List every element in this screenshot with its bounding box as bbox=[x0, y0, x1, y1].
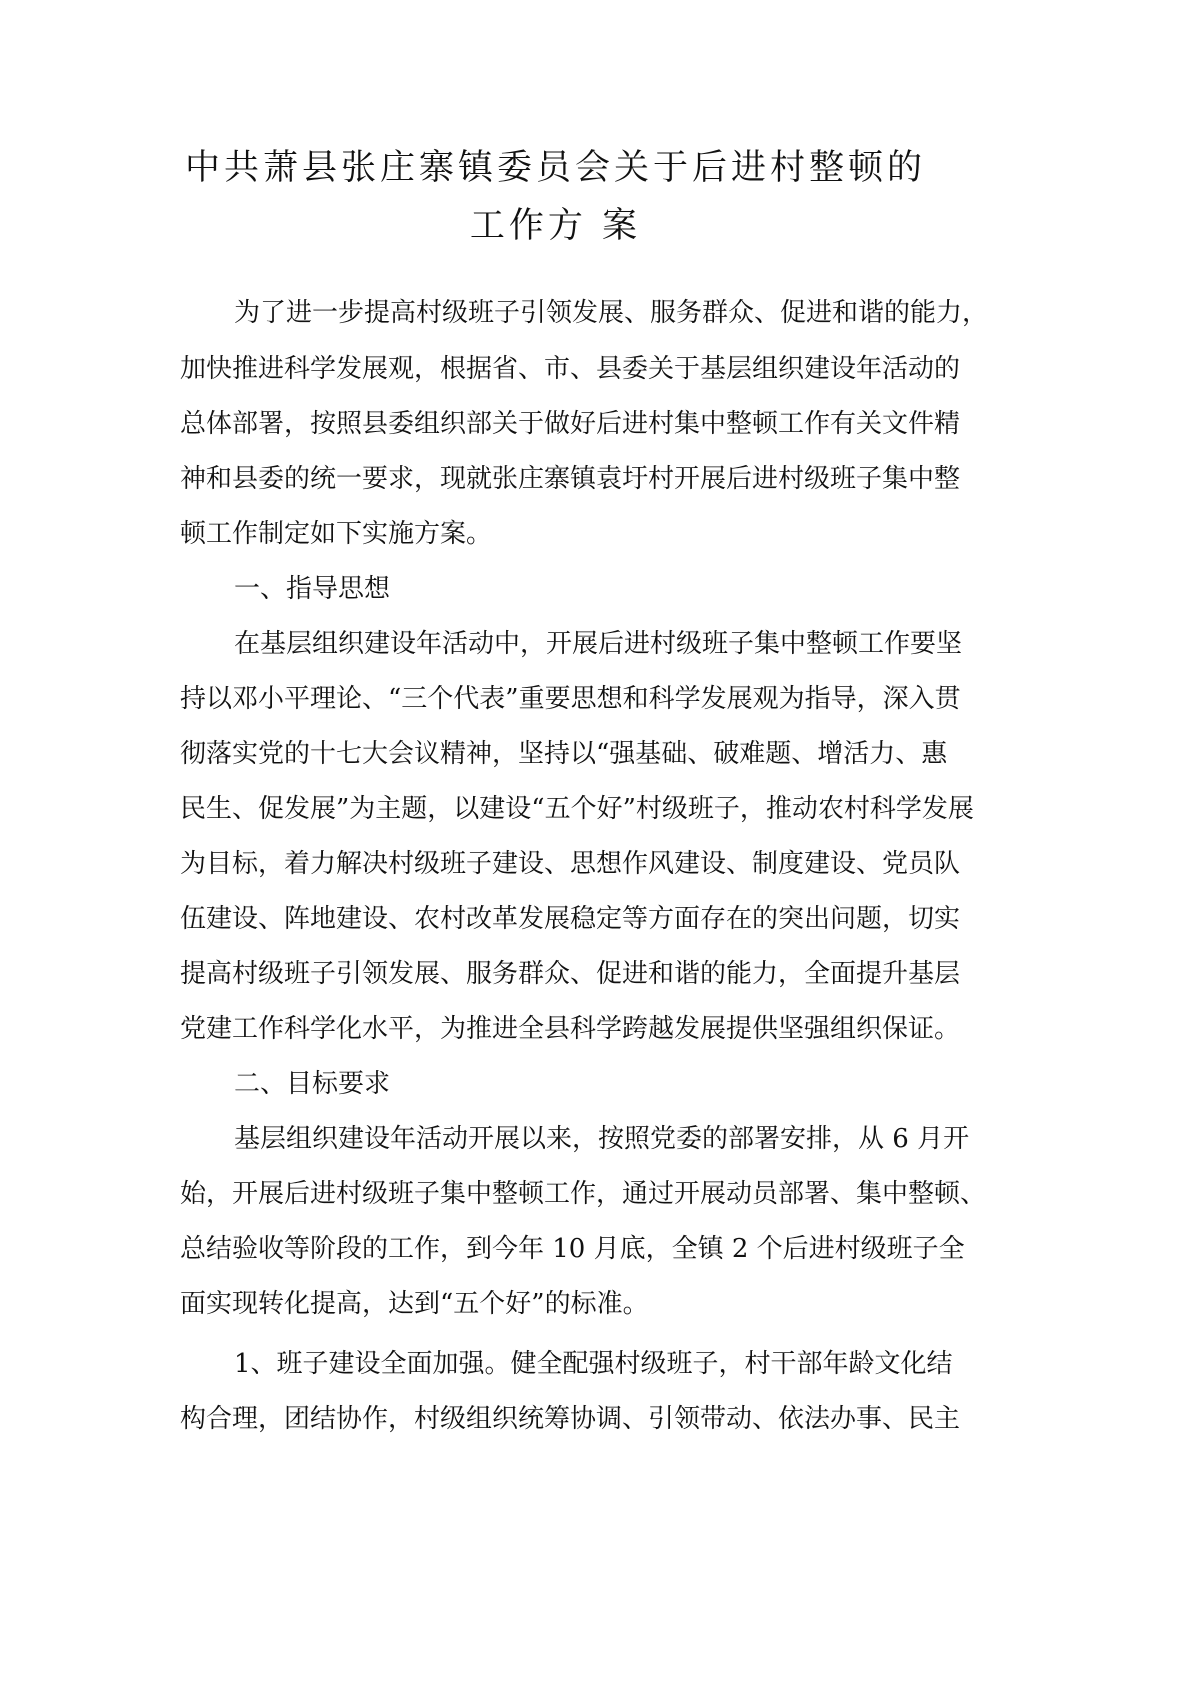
section-heading: 二、目标要求 bbox=[234, 1069, 391, 1099]
paragraph-line: 顿工作制定如下实施方案。 bbox=[180, 519, 493, 549]
paragraph-line: 在基层组织建设年活动中，开展后进村级班子集中整顿工作要坚 bbox=[234, 629, 963, 659]
paragraph-line: 总结验收等阶段的工作，到今年 10 月底，全镇 2 个后进村级班子全 bbox=[180, 1234, 965, 1264]
paragraph-line: 构合理，团结协作，村级组织统筹协调、引领带动、依法办事、民主 bbox=[180, 1404, 961, 1434]
section-heading: 一、指导思想 bbox=[234, 574, 391, 604]
paragraph-line: 神和县委的统一要求，现就张庄寨镇袁圩村开展后进村级班子集中整 bbox=[180, 464, 961, 494]
document-title-line-1: 中共萧县张庄寨镇委员会关于后进村整顿的 bbox=[184, 148, 926, 188]
paragraph-line: 彻落实党的十七大会议精神，坚持以“强基础、破难题、增活力、惠 bbox=[180, 739, 948, 769]
paragraph-line: 始，开展后进村级班子集中整顿工作，通过开展动员部署、集中整顿、 bbox=[180, 1179, 987, 1209]
paragraph-line: 总体部署，按照县委组织部关于做好后进村集中整顿工作有关文件精 bbox=[180, 409, 961, 439]
paragraph-line: 民生、促发展”为主题，以建设“五个好”村级班子，推动农村科学发展 bbox=[180, 794, 974, 824]
paragraph-line: 1、班子建设全面加强。健全配强村级班子，村干部年龄文化结 bbox=[234, 1349, 953, 1379]
paragraph-line: 党建工作科学化水平，为推进全县科学跨越发展提供坚强组织保证。 bbox=[180, 1014, 961, 1044]
paragraph-line: 提高村级班子引领发展、服务群众、促进和谐的能力，全面提升基层 bbox=[180, 959, 961, 989]
paragraph-line: 加快推进科学发展观，根据省、市、县委关于基层组织建设年活动的 bbox=[180, 354, 961, 384]
paragraph-line: 伍建设、阵地建设、农村改革发展稳定等方面存在的突出问题，切实 bbox=[180, 904, 961, 934]
paragraph-line: 基层组织建设年活动开展以来，按照党委的部署安排，从 6 月开 bbox=[234, 1124, 970, 1154]
paragraph-line: 持以邓小平理论、“三个代表”重要思想和科学发展观为指导，深入贯 bbox=[180, 684, 961, 714]
paragraph-line: 面实现转化提高，达到“五个好”的标准。 bbox=[180, 1289, 649, 1319]
paragraph-line: 为目标，着力解决村级班子建设、思想作风建设、制度建设、党员队 bbox=[180, 849, 961, 879]
paragraph-line: 为了进一步提高村级班子引领发展、服务群众、促进和谐的能力， bbox=[234, 298, 989, 328]
document-title-line-2: 工作方 案 bbox=[469, 206, 642, 246]
